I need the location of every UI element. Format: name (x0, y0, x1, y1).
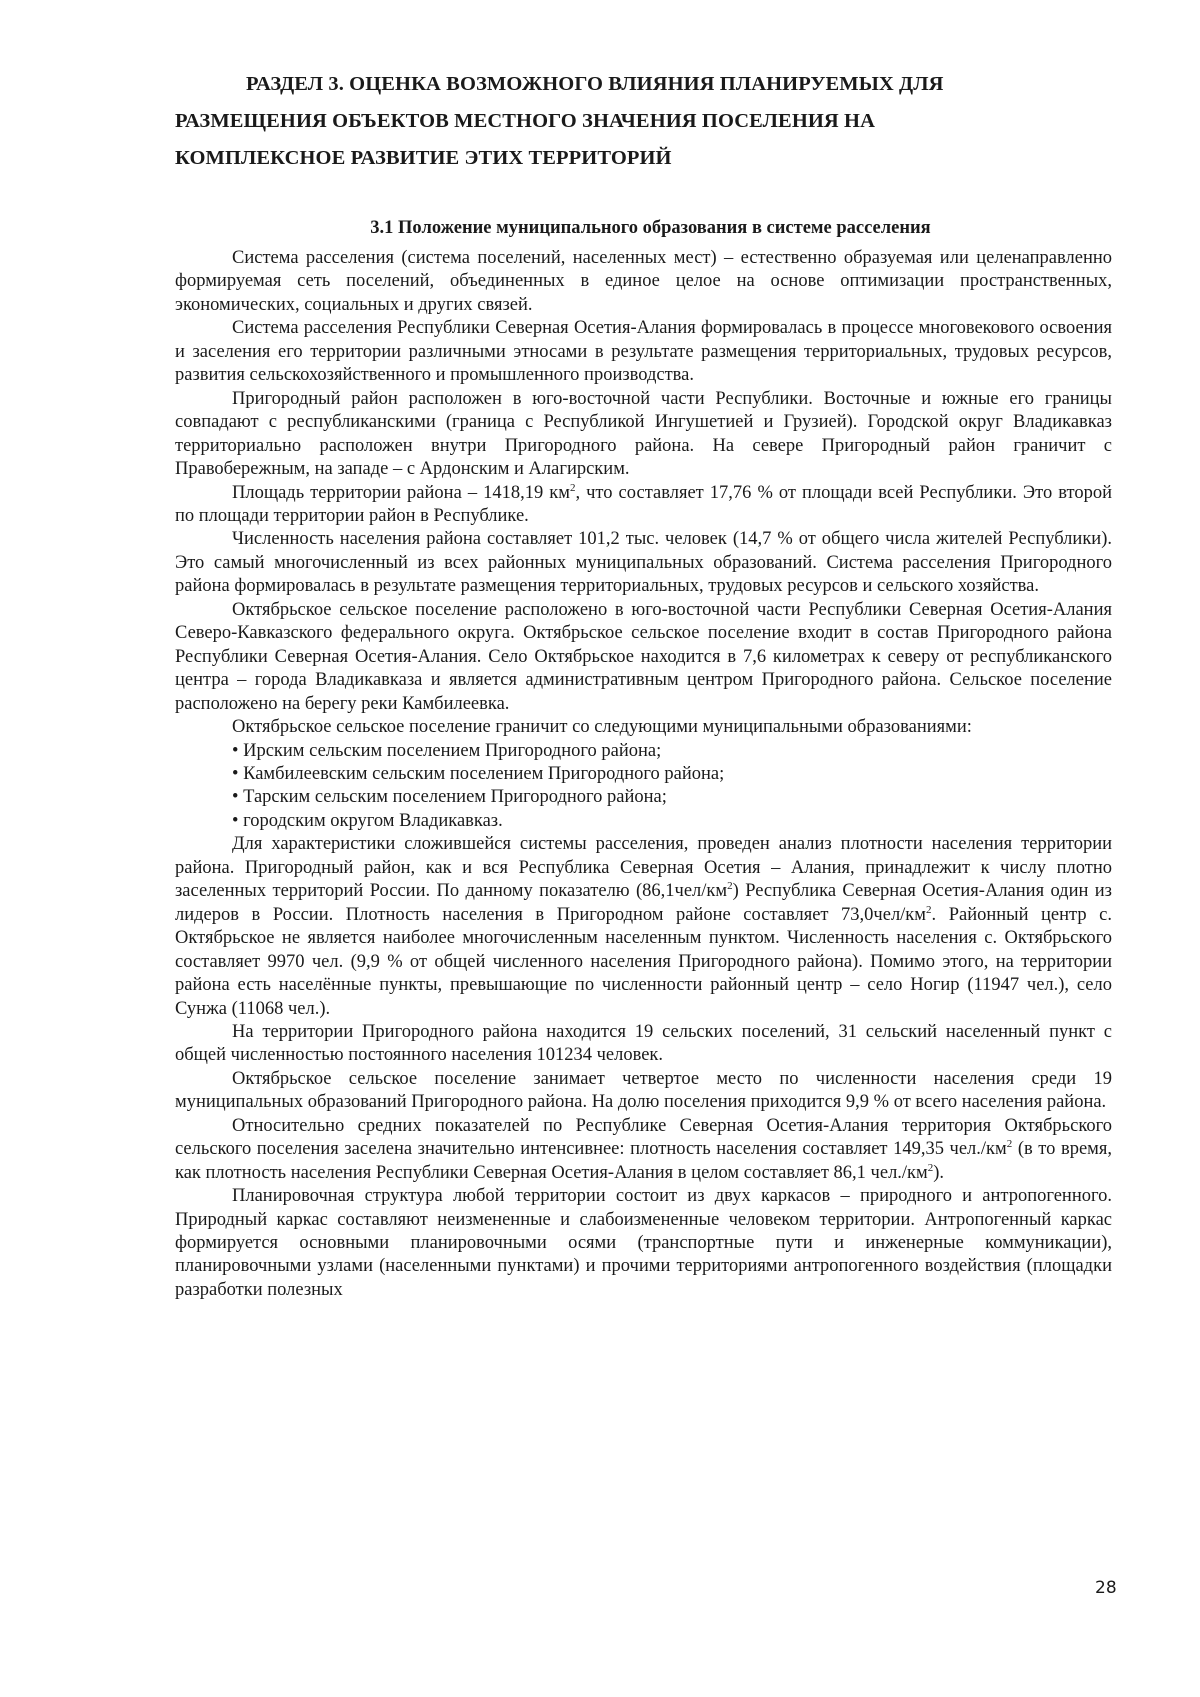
text-run: Для характеристики сложившейся системы расселения, проведен анализ плотности населения территории района. Пригородный район, как и вся Республика Северная Осетия – Алания, принадлежит к числу плотно заселенных территорий России. По данному показателю (86,1чел/км (175, 834, 1112, 902)
text-run: ) Республика Северная Осетия-Алания один из лидеров в России. Плотность населения в Пригородном районе составляет 73,0чел/км (175, 881, 1112, 925)
paragraph-republic-settlement: Система расселения Республики Северная Осетия-Алания формировалась в процессе многовекового освоения и заселения его территории различными этносами в результате размещения территориальных, трудовых ресурсов, развития сельскохозяйственного и промышленного производства. (175, 318, 1112, 386)
text-run: . Районный центр с. Октябрьское не является наиболее многочисленным населенным пунктом. Численность населения с. Октябрьского составляет 9970 чел. (9,9 % от общей численного населения Пригородного района). Помимо этого, на территории района есть населённые пункты, превышающие по численности районный центр – село Ногир (11947 чел.), село Сунжа (11068 чел.). (175, 904, 1112, 1019)
paragraph-planning-structure: Планировочная структура любой территории состоит из двух каркасов – природного и антропогенного. Природный каркас составляют неизмененные и слабоизмененные человеком территории. Антропогенный каркас формируется основными планировочными осями (транспортные пути и инженерные коммуникации), планировочными узлами (населенными пунктами) и прочими территориями антропогенного воздействия (площадки разработки полезных (175, 1186, 1112, 1300)
section-heading-line-1: РАЗДЕЛ 3. ОЦЕНКА ВОЗМОЖНОГО ВЛИЯНИЯ ПЛАНИРУЕМЫХ ДЛЯ (246, 73, 944, 95)
text-run: , что составляет 17,76 % от площади всей Республики. Это второй по площади территории район в Республике. (175, 482, 1112, 526)
paragraph-population-rank: Октябрьское сельское поселение занимает четвертое место по численности населения среди 19 муниципальных образований Пригородного района. На долю поселения приходится 9,9 % от всего населения района. (175, 1068, 1112, 1113)
superscript: 2 (926, 903, 932, 916)
superscript: 2 (727, 880, 733, 893)
text-run: (в то время, как плотность населения Республики Северная Осетия-Алания в целом составляет 86,1 чел./км (175, 1139, 1112, 1183)
superscript: 2 (569, 481, 576, 494)
paragraph-district-area (175, 482, 1112, 529)
subsection-heading: 3.1 Положение муниципального образования в системе расселения (370, 218, 931, 238)
paragraph-settlements-count: На территории Пригородного района находится 19 сельских поселений, 31 сельский населенный пункт с общей численностью постоянного населения 101234 человек. (175, 1021, 1112, 1066)
list-item: • Тарским сельским поселением Пригородного района; (232, 787, 667, 808)
paragraph-borders-intro: Октябрьское сельское поселение граничит со следующими муниципальными образованиями: (232, 717, 972, 738)
list-item: • городским округом Владикавказ. (232, 810, 503, 831)
text-run: ). (933, 1162, 945, 1183)
paragraph-oktyabrskoe-location: Октябрьское сельское поселение расположено в юго-восточной части Республики Северная Осетия-Алания Северо-Кавказского федерального округа. Октябрьское сельское поселение входит в состав Пригородного района Республики Северная Осетия-Алания. Село Октябрьское находится в 7,6 километрах к северу от республиканского центра – города Владикавказа и является административным центром Пригородного района. Сельское поселение расположено на берегу реки Камбилеевка. (175, 599, 1112, 714)
paragraph-population-density (175, 1115, 1112, 1185)
section-heading (175, 66, 1112, 177)
paragraph-density-analysis (175, 833, 1112, 1021)
section-heading-line-3: КОМПЛЕКСНОЕ РАЗВИТИЕ ЭТИХ ТЕРРИТОРИЙ (175, 147, 672, 169)
paragraph-district-population: Численность населения района составляет 101,2 тыс. человек (14,7 % от общего числа жителей Республики). Это самый многочисленный из всех районных муниципальных образований. Система расселения Пригородного района формировалась в результате размещения территориальных, трудовых ресурсов и сельского хозяйства. (175, 529, 1112, 597)
text-run: Площадь территории района – 1418,19 км (232, 482, 570, 503)
paragraph-district-location: Пригородный район расположен в юго-восточной части Республики. Восточные и южные его границы совпадают с республиканскими (граница с Республикой Ингушетией и Грузией). Городской округ Владикавказ территориально расположен внутри Пригородного района. На севере Пригородный район граничит с Правобережным, на западе – с Ардонским и Алагирским. (175, 388, 1112, 480)
superscript: 2 (1006, 1138, 1013, 1151)
superscript: 2 (927, 1161, 934, 1174)
list-item: • Камбилеевским сельским поселением Пригородного района; (232, 763, 725, 784)
body-text (175, 247, 1112, 1302)
list-item: • Ирским сельским поселением Пригородного района; (232, 740, 662, 761)
text-run: Относительно средних показателей по Республике Северная Осетия-Алания территория Октябрьского сельского поселения заселена значительно интенсивнее: плотность населения составляет 149,35 чел./км (175, 1115, 1112, 1160)
page-number: 28 (1095, 1578, 1117, 1598)
section-heading-line-2: РАЗМЕЩЕНИЯ ОБЪЕКТОВ МЕСТНОГО ЗНАЧЕНИЯ ПОСЕЛЕНИЯ НА (175, 110, 875, 132)
paragraph-settlement-system: Система расселения (система поселений, населенных мест) – естественно образуемая или целенаправленно формируемая сеть поселений, объединенных в единое целое на основе оптимизации пространственных, экономических, социальных и других связей. (175, 248, 1112, 315)
